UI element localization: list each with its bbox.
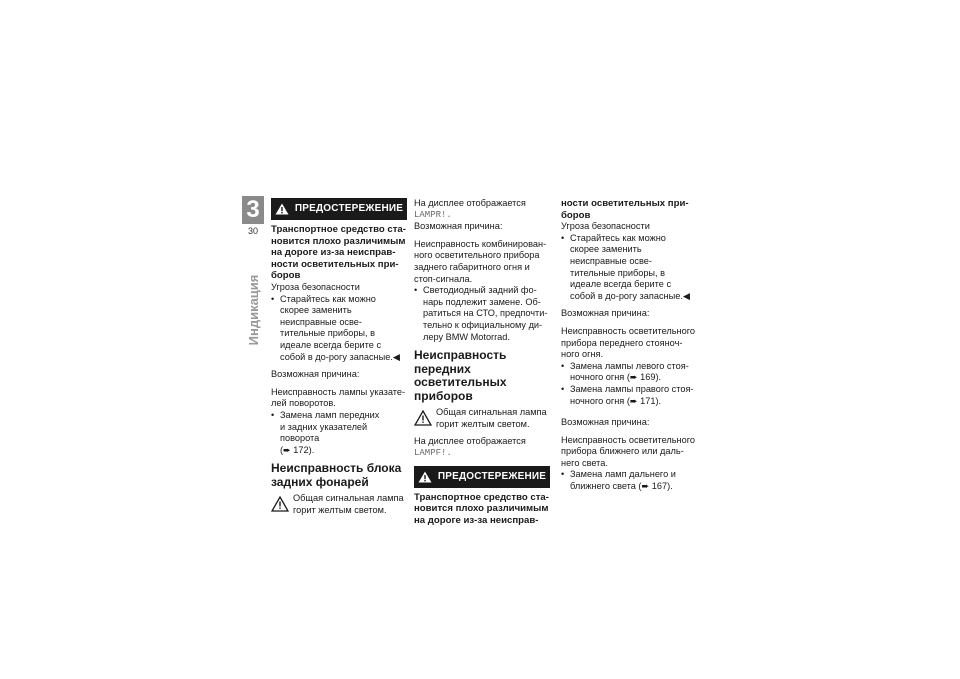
lamp-text: Общая сигнальная лампа горит желтым светом.: [436, 407, 547, 429]
list-item-continuation: и задних указателей поворота: [280, 421, 368, 444]
display-label: На дисплее отображается: [414, 198, 526, 208]
cause-label: Возможная причина:: [271, 369, 360, 380]
warning-lamp-icon: [414, 410, 432, 426]
column-3: [561, 198, 697, 493]
list-item: • Старайтесь как можно скорее заменить неисправные осве-тительные приборы, в идеале всегда берите с собой в до-рогу запасные.◀: [271, 294, 407, 364]
list-item-continuation: (➨ 172).: [280, 444, 315, 455]
list-item: • Замена ламп дальнего и ближнего света (➨ 167).: [561, 469, 697, 492]
warning-text: Транспортное средство ста-новится плохо различимым на дороге из-за неисправ-ности осветительных при-боров: [271, 224, 406, 282]
warning-text: Транспортное средство ста-новится плохо различимым на дороге из-за неисправ-: [414, 491, 549, 526]
lamp-text: Общая сигнальная лампа горит желтым светом.: [293, 493, 404, 515]
danger-label: Угроза безопасности: [271, 281, 360, 292]
indicator-lamp-row: [271, 493, 407, 516]
warning-box: [271, 198, 407, 220]
chapter-side-title: Индикация: [245, 274, 261, 346]
cause-text: Неисправность лампы указате-лей поворотов.: [271, 386, 406, 409]
display-code: LAMPR!.: [414, 209, 452, 220]
cause-text: Неисправность осветительного прибора ближнего или даль-него света.: [561, 434, 695, 468]
column-1: [271, 198, 407, 516]
chapter-number-tab: 3: [242, 196, 264, 224]
warning-triangle-icon: [418, 471, 432, 483]
cause-label: Возможная причина:: [561, 417, 650, 428]
warning-label: ПРЕДОСТЕРЕЖЕНИЕ: [437, 470, 547, 482]
list-item: • Замена ламп передних: [271, 410, 407, 422]
list-item: • Замена лампы левого стоя-ночного огня (➨ 169).: [561, 361, 697, 384]
page-number: 30: [247, 226, 258, 236]
display-code: LAMPF!.: [414, 447, 452, 458]
section-heading: Неисправность блока задних фонарей: [271, 461, 402, 489]
warning-text-continued: ности осветительных при-боров: [561, 198, 689, 221]
cause-label: Возможная причина:: [414, 221, 503, 232]
section-heading: Неисправность передних осветительных приборов: [414, 348, 507, 403]
danger-label: Угроза безопасности: [561, 221, 650, 232]
cause-text: Неисправность комбинирован-ного осветительного прибора заднего габаритного огня и стоп-сигнала.: [414, 238, 547, 284]
indicator-lamp-row: [414, 407, 550, 430]
cause-label: Возможная причина:: [561, 308, 650, 319]
cause-text: Неисправность осветительного прибора переднего стояноч-ного огня.: [561, 325, 695, 360]
column-2: [414, 198, 550, 526]
warning-box: [414, 466, 550, 488]
list-item: • Замена лампы правого стоя-ночного огня (➨ 171).: [561, 384, 697, 407]
list-item: • Светодиодный задний фо-нарь подлежит замене. Об-ратиться на СТО, предпочти-тельно к официальному ди-леру BMW Motorrad.: [414, 285, 550, 343]
warning-lamp-icon: [271, 496, 289, 512]
warning-label: ПРЕДОСТЕРЕЖЕНИЕ: [294, 203, 404, 215]
warning-triangle-icon: [275, 203, 289, 215]
list-item: • Старайтесь как можно скорее заменить неисправные осве-тительные приборы, в идеале всегда берите с собой в до-рогу запасные.◀: [561, 233, 697, 303]
display-label: На дисплее отображается: [414, 436, 526, 447]
